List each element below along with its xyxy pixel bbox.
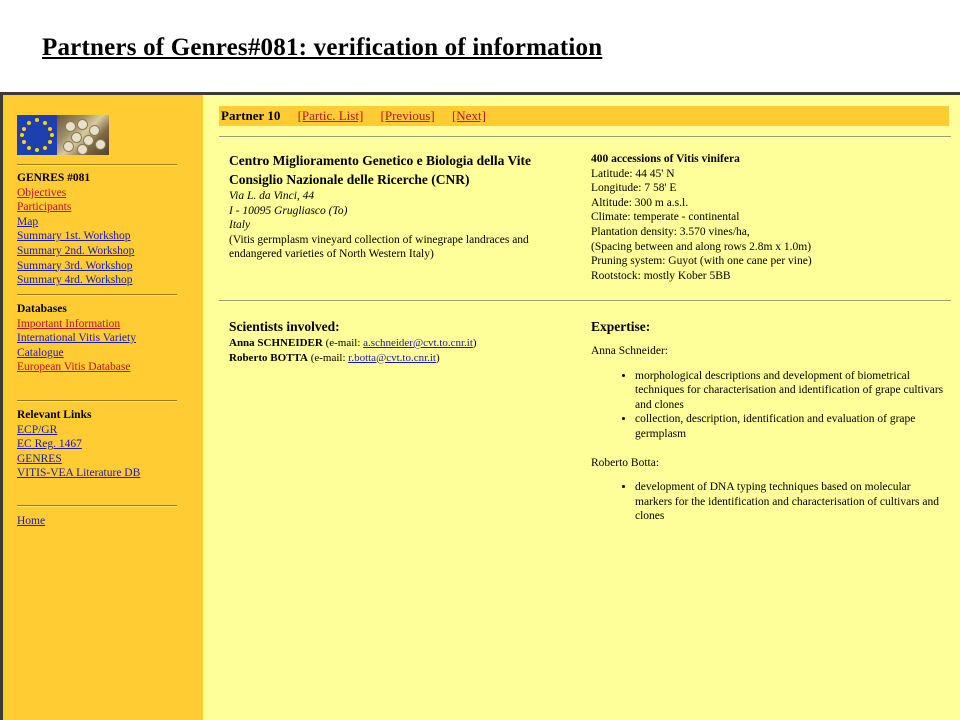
scientist-row	[229, 351, 579, 366]
sidebar-divider	[17, 294, 177, 296]
sidebar-link-ec-reg-1467[interactable]: EC Reg. 1467	[17, 438, 82, 451]
sidebar-link-objectives[interactable]: Objectives	[17, 186, 67, 199]
content-divider	[219, 136, 951, 138]
sidebar-link-ecpgr[interactable]: ECP/GR	[17, 423, 58, 436]
sidebar-databases-heading: Databases	[17, 303, 67, 315]
expertise-list-schneider	[591, 369, 946, 442]
expertise-heading: Expertise:	[591, 319, 651, 334]
sidebar-divider	[17, 164, 177, 166]
institution-parent: Consiglio Nazionale delle Ricerche (CNR)	[229, 172, 470, 187]
address-country: Italy	[229, 219, 251, 232]
institution-name: Centro Miglioramento Genetico e Biologia della Vite	[229, 153, 531, 168]
sidebar-genres-heading: GENRES #081	[17, 172, 91, 184]
list-item: • collection, description, identification and evaluation of grape germplasm	[635, 412, 946, 441]
sidebar-databases-section	[17, 302, 167, 375]
email-label: (e-mail:	[322, 337, 364, 349]
email-close: )	[472, 337, 477, 349]
accessions-block	[591, 152, 941, 283]
scientists-heading: Scientists involved:	[229, 319, 340, 334]
accession-altitude: Altitude: 300 m a.s.l.	[591, 196, 689, 209]
sidebar-relevant-heading: Relevant Links	[17, 409, 92, 421]
accession-longitude: Longitude: 7 58' E	[591, 182, 677, 195]
accession-climate: Climate: temperate - continental	[591, 211, 740, 224]
email-link-schneider[interactable]: a.schneider@cvt.to.cnr.it	[363, 337, 473, 349]
next-link[interactable]: [Next]	[451, 108, 486, 123]
grapes-photo	[57, 115, 109, 155]
expertise-block	[591, 318, 946, 538]
partner-nav-bar	[219, 106, 949, 126]
sidebar	[3, 95, 203, 720]
email-link-botta[interactable]: r.botta@cvt.to.cnr.it	[348, 351, 436, 364]
sidebar-relevant-section	[17, 408, 140, 481]
accession-density: Plantation density: 3.570 vines/ha,	[591, 225, 750, 238]
sidebar-link-home[interactable]: Home	[17, 515, 46, 527]
accession-latitude: Latitude: 44 45' N	[591, 167, 675, 180]
partic-list-link[interactable]: [Partic. List]	[297, 108, 364, 123]
address-street: Via L. da Vinci, 44	[229, 190, 315, 202]
browser-page	[0, 92, 960, 720]
expertise-person-botta: Roberto Botta:	[591, 456, 660, 469]
scientist-name: Anna SCHNEIDER	[229, 337, 323, 349]
list-item: • morphological descriptions and development of biometrical techniques for characterisation and identification of grape cultivars and clones	[635, 369, 946, 413]
sidebar-home-section	[17, 514, 45, 529]
institution-block	[229, 151, 574, 262]
previous-link[interactable]: [Previous]	[380, 108, 435, 123]
address-city: I - 10095 Grugliasco (To)	[229, 204, 348, 217]
accession-pruning: Pruning system: Guyot (with one cane per vine)	[591, 255, 812, 268]
accessions-title: 400 accessions of Vitis vinifera	[591, 153, 740, 165]
genres-logo	[17, 115, 109, 155]
expertise-list-botta	[591, 480, 946, 524]
sidebar-divider	[17, 400, 177, 402]
scientist-row	[229, 336, 579, 351]
scientist-name: Roberto BOTTA	[229, 351, 308, 364]
collection-description: (Vitis germplasm vineyard collection of winegrape landraces and endangered varieties of North Western Italy)	[229, 233, 529, 261]
sidebar-divider	[17, 505, 177, 507]
sidebar-link-important-information[interactable]: Important Information	[17, 317, 121, 330]
eu-flag-icon	[17, 115, 57, 155]
scientists-block	[229, 318, 579, 365]
sidebar-link-summary-2nd-workshop[interactable]: Summary 2nd. Workshop	[17, 244, 135, 257]
slide-title: Partners of Genres#081: verification of information	[42, 34, 603, 61]
sidebar-link-participants[interactable]: Participants	[17, 201, 72, 214]
email-close: )	[436, 351, 440, 364]
sidebar-link-vitis-variety-catalogue[interactable]: International Vitis Variety Catalogue	[17, 332, 136, 359]
expertise-person-schneider: Anna Schneider:	[591, 345, 668, 357]
accession-rootstock: Rootstock: mostly Kober 5BB	[591, 269, 731, 282]
sidebar-link-european-vitis-database[interactable]: European Vitis Database	[17, 361, 131, 374]
sidebar-link-vitis-vea-db[interactable]: VITIS-VEA Literature DB	[17, 467, 141, 480]
email-label: (e-mail:	[307, 351, 349, 364]
sidebar-link-genres[interactable]: GENRES	[17, 452, 62, 465]
sidebar-link-summary-4rd-workshop[interactable]: Summary 4rd. Workshop	[17, 274, 133, 287]
accession-spacing: (Spacing between and along rows 2.8m x 1.0m)	[591, 240, 812, 253]
content-divider	[219, 300, 951, 302]
list-item: • development of DNA typing techniques based on molecular markers for the identification and characterisation of cultivars and clones	[635, 480, 946, 524]
sidebar-link-map[interactable]: Map	[17, 215, 39, 228]
partner-number: Partner 10	[221, 108, 281, 123]
sidebar-genres-section	[17, 171, 134, 288]
sidebar-link-summary-3rd-workshop[interactable]: Summary 3rd. Workshop	[17, 259, 133, 272]
sidebar-link-summary-1st-workshop[interactable]: Summary 1st. Workshop	[17, 230, 131, 243]
